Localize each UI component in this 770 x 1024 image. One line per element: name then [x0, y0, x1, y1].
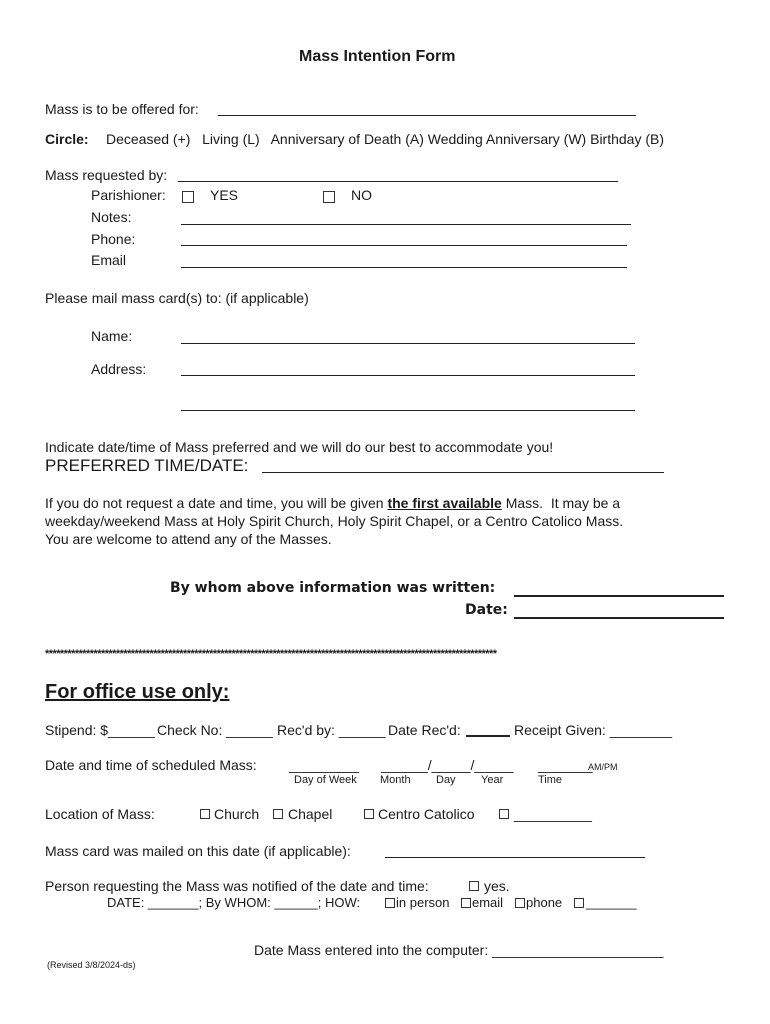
- mail-name-field[interactable]: [181, 343, 635, 344]
- scheduled-date-field[interactable]: ______/_____/_____: [381, 757, 514, 773]
- scheduled-dow-field[interactable]: _________: [289, 757, 360, 773]
- location-centro-label: Centro Catolico: [378, 806, 475, 822]
- card-mailed-label: Mass card was mailed on this date (if applicable):: [45, 843, 351, 859]
- location-church-label: Church: [214, 806, 260, 822]
- parishioner-no-checkbox[interactable]: [323, 191, 335, 203]
- notice-line-1: If you do not request a date and time, you will be given the first available Mass. It may be a: [45, 495, 621, 511]
- notice-line-2: weekday/weekend Mass at Holy Spirit Church, Holy Spirit Chapel, or a Centro Catolico Mass.: [45, 513, 624, 529]
- page-title: Mass Intention Form: [299, 48, 456, 65]
- ampm-label: AM/PM: [588, 762, 618, 772]
- mail-address-field-1[interactable]: [181, 375, 635, 376]
- how-email-checkbox[interactable]: [461, 898, 471, 908]
- written-date-field[interactable]: [514, 617, 724, 619]
- location-other-field[interactable]: __________: [514, 806, 592, 822]
- card-mailed-field[interactable]: [385, 857, 645, 858]
- recd-by-field[interactable]: Rec'd by: ______: [277, 722, 386, 738]
- location-centro-checkbox[interactable]: [364, 809, 374, 819]
- office-heading: For office use only:: [45, 681, 230, 703]
- revised-note: (Revised 3/8/2024-ds): [47, 960, 136, 970]
- written-by-label: By whom above information was written:: [170, 580, 496, 596]
- how-in-person-checkbox[interactable]: [385, 898, 395, 908]
- preferred-field[interactable]: [262, 472, 664, 473]
- location-label: Location of Mass:: [45, 806, 155, 822]
- location-chapel-label: Chapel: [288, 806, 333, 822]
- circle-options[interactable]: Deceased (+) Living (L) Anniversary of Death (A) Wedding Anniversary (W) Birthday (B): [106, 131, 665, 147]
- location-other-checkbox[interactable]: [499, 809, 509, 819]
- sub-year: Year: [481, 774, 504, 786]
- requested-by-label: Mass requested by:: [45, 167, 168, 183]
- notified-detail[interactable]: DATE: _______; By WHOM: ______; HOW:: [107, 895, 361, 910]
- notified-yes-checkbox[interactable]: [469, 881, 479, 891]
- offered-for-label: Mass is to be offered for:: [45, 101, 199, 117]
- how-in-person-label: in person: [396, 895, 450, 910]
- preferred-intro: Indicate date/time of Mass preferred and we will do our best to accommodate you!: [45, 439, 554, 455]
- how-email-label: email: [472, 895, 504, 910]
- date-recd-field[interactable]: [466, 735, 510, 737]
- notes-label: Notes:: [91, 209, 132, 225]
- receipt-given-field[interactable]: Receipt Given: ________: [514, 722, 672, 738]
- parishioner-yes-checkbox[interactable]: [182, 191, 194, 203]
- scheduled-time-field[interactable]: _______: [538, 757, 593, 773]
- notes-field[interactable]: [181, 224, 631, 225]
- written-date-label: Date:: [465, 602, 508, 618]
- how-phone-label: phone: [526, 895, 563, 910]
- requested-by-field[interactable]: [178, 181, 618, 182]
- check-no-field[interactable]: Check No: ______: [157, 722, 273, 738]
- email-field[interactable]: [181, 267, 627, 268]
- how-other-checkbox[interactable]: [574, 898, 584, 908]
- circle-label: Circle:: [45, 131, 89, 147]
- phone-label: Phone:: [91, 231, 136, 247]
- separator: *************************************************************************************************************************: [45, 648, 497, 660]
- offered-for-field[interactable]: [218, 115, 636, 116]
- location-church-checkbox[interactable]: [200, 809, 210, 819]
- parishioner-label: Parishioner:: [91, 187, 166, 203]
- notice-line-3: You are welcome to attend any of the Masses.: [45, 531, 332, 547]
- scheduled-label: Date and time of scheduled Mass:: [45, 757, 257, 773]
- phone-field[interactable]: [181, 245, 627, 246]
- parishioner-yes-label: YES: [210, 187, 239, 203]
- preferred-label: PREFERRED TIME/DATE:: [45, 456, 249, 475]
- mail-card-intro: Please mail mass card(s) to: (if applicable): [45, 290, 309, 306]
- parishioner-no-label: NO: [351, 187, 372, 203]
- location-chapel-checkbox[interactable]: [273, 809, 283, 819]
- written-by-field[interactable]: [514, 595, 724, 597]
- sub-month: Month: [380, 774, 411, 786]
- how-other-field[interactable]: _______: [586, 895, 637, 910]
- sub-day: Day: [436, 774, 456, 786]
- how-phone-checkbox[interactable]: [515, 898, 525, 908]
- stipend-field[interactable]: Stipend: $______: [45, 722, 155, 738]
- notified-yes-label: yes.: [484, 878, 510, 894]
- entered-computer-field[interactable]: Date Mass entered into the computer: ______________________: [254, 942, 664, 958]
- notified-label: Person requesting the Mass was notified of the date and time:: [45, 878, 429, 894]
- sub-time: Time: [538, 774, 563, 786]
- date-recd-label: Date Rec'd:: [388, 722, 461, 738]
- mail-address-field-2[interactable]: [181, 410, 635, 411]
- mail-address-label: Address:: [91, 361, 147, 377]
- email-label: Email: [91, 252, 127, 268]
- sub-dow: Day of Week: [294, 774, 357, 786]
- mail-name-label: Name:: [91, 328, 133, 344]
